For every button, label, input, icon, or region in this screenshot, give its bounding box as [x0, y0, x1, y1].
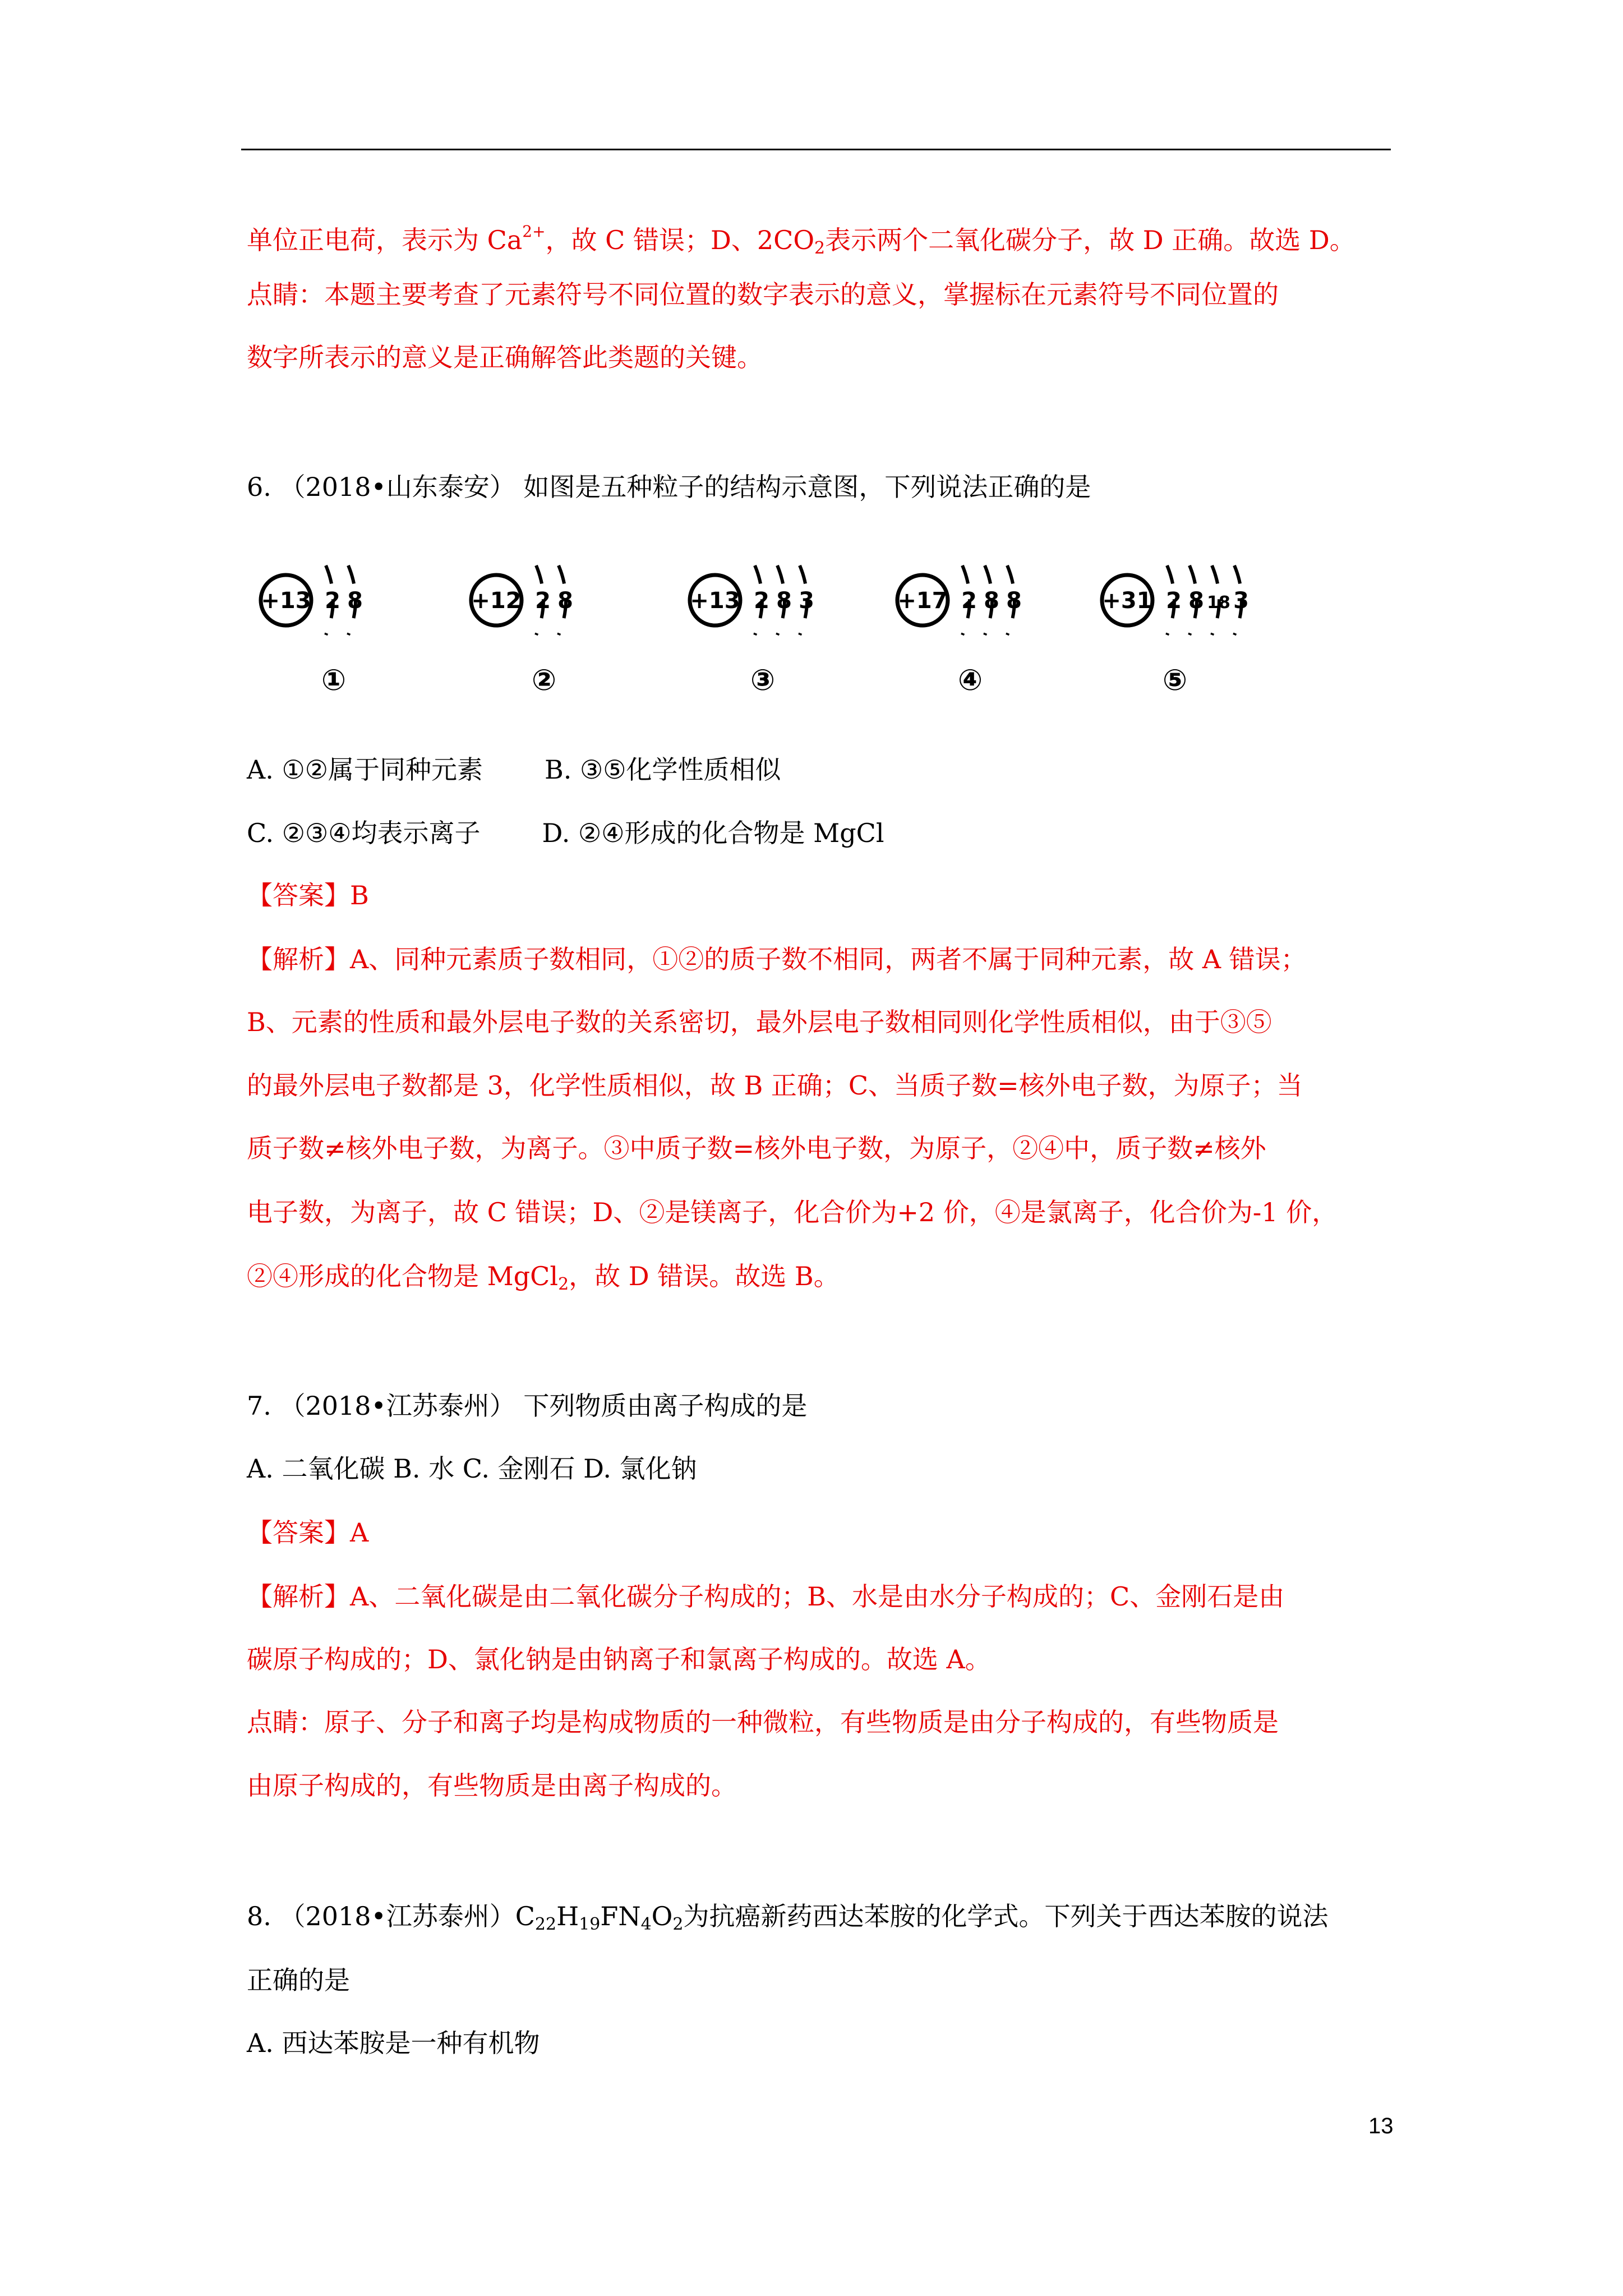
- shell-electron-count: 8: [776, 588, 792, 614]
- atom-label: ③: [750, 664, 776, 697]
- q6-options-row-2: [247, 816, 884, 850]
- shell-electron-count: 2: [1166, 588, 1182, 614]
- q6-option-d: D. ②④形成的化合物是 MgCl: [542, 818, 884, 848]
- q6-option-c: C. ②③④均表示离子: [247, 818, 481, 848]
- prev-note-line-2: 数字所表示的意义是正确解答此类题的关键。: [247, 342, 763, 372]
- atom-label: ⑤: [1162, 664, 1188, 697]
- q8-option-a: A. 西达苯胺是一种有机物: [247, 2028, 540, 2058]
- q6-options-row-1: [247, 753, 781, 786]
- q7-note-line-2: 由原子构成的，有些物质是由离子构成的。: [247, 1770, 737, 1801]
- shell-electron-count: 3: [799, 588, 814, 614]
- shell-electron-count: 2: [961, 588, 977, 614]
- atom-diagrams-svg: [247, 533, 1284, 712]
- shell-electron-count: 3: [1233, 588, 1249, 614]
- q7-note-line-1: 点睛：原子、分子和离子均是构成物质的一种微粒，有些物质是由分子构成的，有些物质是: [247, 1707, 1279, 1737]
- q7-analysis-line-1: 【解析】A、二氧化碳是由二氧化碳分子构成的；B、水是由水分子构成的；C、金刚石是由: [247, 1581, 1285, 1612]
- shell-electron-count: 2: [754, 588, 769, 614]
- q6-stem: 6. （2018•山东泰安） 如图是五种粒子的结构示意图，下列说法正确的是: [247, 472, 1091, 502]
- shell-electron-count: 2: [535, 588, 551, 614]
- header-rule: [241, 149, 1391, 150]
- q6-analysis-line-6: ②④形成的化合物是 MgCl$_2$，故 D 错误。故选 B。: [247, 1261, 840, 1294]
- nucleus-charge: +31: [1102, 588, 1152, 614]
- q6-analysis-line-2: B、元素的性质和最外层电子数的关系密切，最外层电子数相同则化学性质相似，由于③⑤: [247, 1007, 1272, 1037]
- q6-answer: 【答案】B: [247, 880, 369, 910]
- nucleus-charge: +13: [690, 588, 740, 614]
- q6-option-a: A. ①②属于同种元素: [247, 754, 483, 785]
- q8-stem-line-2: 正确的是: [247, 1965, 350, 1995]
- shell-electron-count: 8: [984, 588, 999, 614]
- shell-electron-count: 8: [557, 588, 573, 614]
- prev-note-line-1: 点睛：本题主要考查了元素符号不同位置的数字表示的意义，掌握标在元素符号不同位置的: [247, 279, 1279, 310]
- q6-analysis-line-4: 质子数≠核外电子数，为离子。③中质子数=核外电子数，为原子，②④中，质子数≠核外: [247, 1133, 1266, 1163]
- shell-electron-count: 18: [1207, 593, 1230, 613]
- atom-label: ①: [321, 664, 347, 697]
- page-number: 13: [1368, 2114, 1394, 2138]
- q7-answer: 【答案】A: [247, 1517, 369, 1548]
- q7-options: A. 二氧化碳 B. 水 C. 金刚石 D. 氯化钠: [247, 1453, 697, 1484]
- nucleus-charge: +13: [261, 588, 311, 614]
- q6-analysis-line-3: 的最外层电子数都是 3，化学性质相似，故 B 正确；C、当质子数=核外电子数，为原子；当: [247, 1070, 1303, 1101]
- q8-stem-line-1: 8. （2018•江苏泰州）$C_{22}H_{19}FN_4O_2$为抗癌新药西达苯胺的化学式。下列关于西达苯胺的说法: [247, 1901, 1329, 1934]
- q6-analysis-line-1: 【解析】A、同种元素质子数相同，①②的质子数不相同，两者不属于同种元素，故 A 错误；: [247, 944, 1307, 974]
- nucleus-charge: +12: [471, 588, 522, 614]
- atom-label: ②: [531, 664, 557, 697]
- prev-analysis-line-1: 单位正电荷，表示为 $Ca^{2+}$，故 C 错误；D、$2CO_2$表示两个二氧化碳分子，故 D 正确。故选 D。: [247, 222, 1355, 258]
- q7-analysis-line-2: 碳原子构成的；D、氯化钠是由钠离子和氯离子构成的。故选 A。: [247, 1644, 991, 1674]
- q7-stem: 7. （2018•江苏泰州） 下列物质由离子构成的是: [247, 1391, 808, 1421]
- atom-label: ④: [957, 664, 983, 697]
- shell-electron-count: 8: [347, 588, 363, 614]
- shell-electron-count: 2: [325, 588, 340, 614]
- q6-option-b: B. ③⑤化学性质相似: [544, 754, 781, 785]
- shell-electron-count: 8: [1006, 588, 1022, 614]
- nucleus-charge: +17: [897, 588, 948, 614]
- q6-analysis-line-5: 电子数，为离子，故 C 错误；D、②是镁离子，化合价为+2 价，④是氯离子，化合价为-1 价，: [247, 1197, 1338, 1227]
- shell-electron-count: 8: [1188, 588, 1204, 614]
- atom-structure-diagram: [247, 533, 1284, 712]
